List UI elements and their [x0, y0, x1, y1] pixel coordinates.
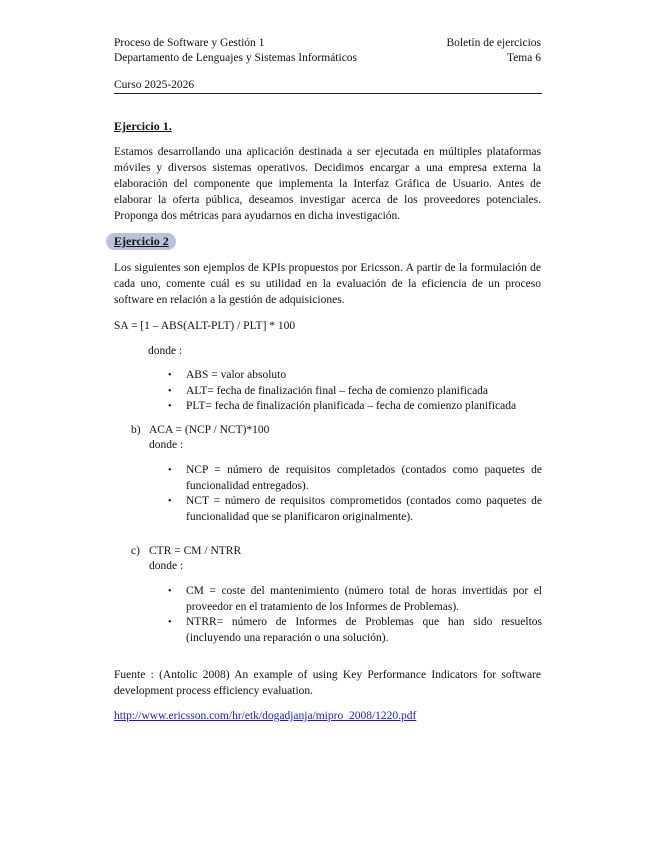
list-item: • NTRR= número de Informes de Problemas que han sido resueltos (incluyendo una reparación o una solución). [168, 615, 542, 646]
source-citation: Fuente : (Antolic 2008) An example of using Key Performance Indicators for software development process efficiency evaluation. [114, 669, 541, 697]
item-b-marker: b) [131, 424, 141, 436]
list-item: • NCP = número de requisitos completados (contados como paquetes de funcionalidad entregados). [168, 463, 542, 494]
list-item: • CM = coste del mantenimiento (número total de horas invertidas por el proveedor en el tratamiento de los Informes de Problemas). [168, 584, 542, 615]
formula-ctr: CTR = CM / NTRR [149, 545, 242, 557]
header-rule [114, 93, 542, 94]
list-item: • ALT= fecha de finalización final – fecha de comienzo planificada [168, 384, 548, 400]
header-course: Proceso de Software y Gestión 1 [114, 37, 265, 49]
header-department: Departamento de Lenguajes y Sistemas Informáticos [114, 52, 358, 64]
aca-definitions-list [168, 463, 542, 525]
exercise-2-title: Ejercicio 2 [114, 234, 169, 248]
exercise-2-intro: Los siguientes son ejemplos de KPIs propuestos por Ericsson. A partir de la formulación de cada uno, comente cuál es su utilidad en la evaluación de la eficiencia de un proceso software en relación a la gestión de adquisiciones. [114, 262, 541, 306]
sa-donde-label: donde : [148, 345, 183, 357]
formula-sa: SA = [1 – ABS(ALT-PLT) / PLT] * 100 [114, 320, 296, 332]
exercise-1-title: Ejercicio 1. [114, 119, 172, 133]
list-item: • NCT = número de requisitos comprometidos (contados como paquetes de funcionalidad que se planificaron originalmente). [168, 494, 542, 525]
ctr-donde-label: donde : [149, 560, 184, 572]
header-topic: Tema 6 [506, 52, 541, 64]
item-c-marker: c) [131, 545, 140, 557]
exercise-1-body: Estamos desarrollando una aplicación destinada a ser ejecutada en múltiples plataformas móviles y diversos sistemas operativos. Decidimos encargar a una empresa externa la elaboración del componente que implementa la Interfaz Gráfica de Usuario. Antes de elaborar la oferta pública, deseamos investigar acerca de los proveedores potenciales. Proponga dos métricas para ayudarnos en dicha investigación. [114, 146, 541, 222]
ctr-definitions-list [168, 584, 542, 646]
formula-aca: ACA = (NCP / NCT)*100 [149, 424, 270, 436]
aca-donde-label: donde : [149, 439, 184, 451]
list-item: • ABS = valor absoluto [168, 368, 548, 384]
list-item: • PLT= fecha de finalización planificada – fecha de comienzo planificada [168, 399, 548, 415]
header-doc-type: Boletín de ejercicios [446, 37, 541, 49]
sa-definitions-list [168, 368, 548, 415]
header-year: Curso 2025-2026 [114, 79, 195, 91]
ericsson-pdf-link[interactable]: http://www.ericsson.com/hr/etk/dogadjanja/mipro_2008/1220.pdf [114, 710, 417, 722]
